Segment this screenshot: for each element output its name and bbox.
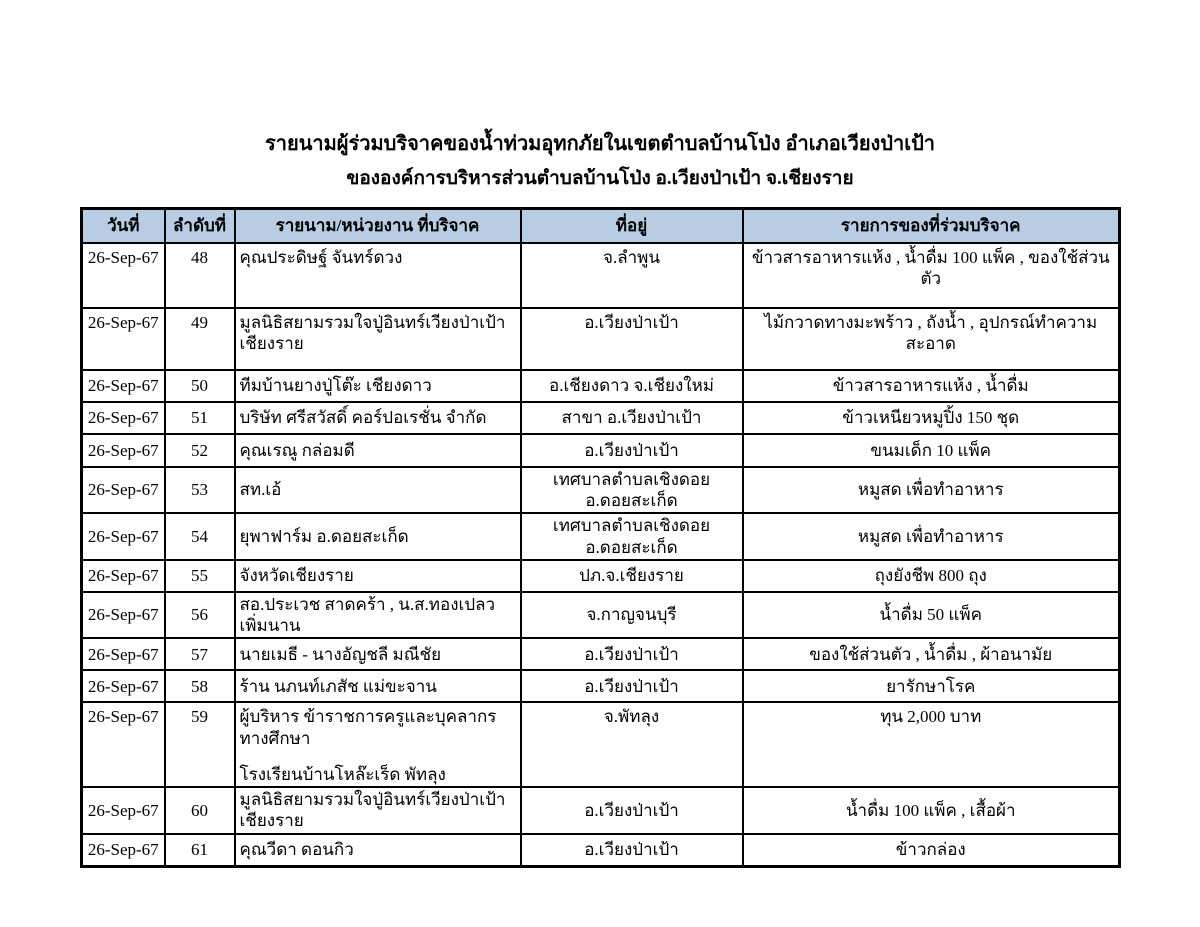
cell-name [235,513,521,560]
cell-name [235,592,521,639]
cell-date: 26-Sep-67 [82,592,165,639]
cell-date: 26-Sep-67 [82,834,165,867]
cell-address: อ.เวียงป่าเป้า [521,638,743,670]
donor-name: จังหวัดเชียงราย [239,566,354,586]
table-row [82,702,1120,787]
table-row [82,834,1120,867]
cell-no: 61 [165,834,235,867]
cell-name [235,402,521,434]
table-row [82,513,1120,560]
cell-address: จ.พัทลุง [521,702,743,787]
cell-date: 26-Sep-67 [82,467,165,514]
cell-no: 59 [165,702,235,787]
document-title-line2: ขององค์การบริหารส่วนตำบลบ้านโป่ง อ.เวียงป่าเป้า จ.เชียงราย [346,168,854,189]
cell-name [235,434,521,467]
cell-date: 26-Sep-67 [82,370,165,402]
donation-table [80,207,1121,868]
cell-date: 26-Sep-67 [82,308,165,370]
cell-items: ข้าวสารอาหารแห้ง , น้ำดื่ม 100 แพ็ค , ของใช้ส่วนตัว [743,243,1120,308]
cell-name [235,560,521,592]
table-row [82,434,1120,467]
table-row [82,638,1120,670]
table-row [82,787,1120,834]
cell-items: ทุน 2,000 บาท [743,702,1120,787]
table-row [82,560,1120,592]
cell-address: อ.เวียงป่าเป้า [521,308,743,370]
cell-date: 26-Sep-67 [82,670,165,702]
cell-name [235,638,521,670]
column-header-items: รายการของที่ร่วมบริจาค [743,208,1120,243]
cell-name [235,787,521,834]
donor-name: คุณวีดา ดอนกิว [239,840,354,860]
cell-items: ยารักษาโรค [743,670,1120,702]
cell-address: จ.กาญจนบุรี [521,592,743,639]
cell-name [235,243,521,308]
donor-name: มูลนิธิสยามรวมใจปู่อินทร์เวียงป่าเป้า เชียงราย [239,790,506,831]
cell-items: ไม้กวาดทางมะพร้าว , ถังน้ำ , อุปกรณ์ทำความสะอาด [743,308,1120,370]
cell-no: 54 [165,513,235,560]
cell-no: 51 [165,402,235,434]
cell-items: หมูสด เพื่อทำอาหาร [743,513,1120,560]
cell-address: สาขา อ.เวียงป่าเป้า [521,402,743,434]
donor-name-line2: โรงเรียนบ้านโหล๊ะเร็ด พัทลุง [239,764,446,784]
cell-address: อ.เวียงป่าเป้า [521,670,743,702]
cell-address: จ.ลำพูน [521,243,743,308]
cell-name [235,370,521,402]
cell-items: น้ำดื่ม 50 แพ็ค [743,592,1120,639]
column-header-name: รายนาม/หน่วยงาน ที่บริจาค [235,208,521,243]
cell-date: 26-Sep-67 [82,402,165,434]
cell-date: 26-Sep-67 [82,787,165,834]
cell-items: ข้าวกล่อง [743,834,1120,867]
cell-name [235,834,521,867]
cell-items: น้ำดื่ม 100 แพ็ค , เสื้อผ้า [743,787,1120,834]
table-row [82,308,1120,370]
cell-address: เทศบาลตำบลเชิงดอย อ.ดอยสะเก็ด [521,513,743,560]
cell-date: 26-Sep-67 [82,513,165,560]
cell-items: ถุงยังชีพ 800 ถุง [743,560,1120,592]
cell-address: ปภ.จ.เชียงราย [521,560,743,592]
donor-name: ยุพาฟาร์ม อ.ดอยสะเก็ด [239,526,409,546]
cell-date: 26-Sep-67 [82,702,165,787]
donor-name: บริษัท ศรีสวัสดิ์ คอร์ปอเรชั่น จำกัด [239,408,487,428]
cell-date: 26-Sep-67 [82,560,165,592]
cell-no: 53 [165,467,235,514]
donor-name: ร้าน นภนท์เภสัช แม่ขะจาน [239,676,437,696]
cell-items: หมูสด เพื่อทำอาหาร [743,467,1120,514]
table-row [82,670,1120,702]
donor-name: คุณเรณู กล่อมดี [239,440,355,460]
table-body [82,243,1120,867]
donor-name: นายเมธี - นางอัญชลี มณีชัย [239,644,442,664]
cell-address: อ.เวียงป่าเป้า [521,787,743,834]
cell-address: อ.เวียงป่าเป้า [521,434,743,467]
cell-name [235,702,521,787]
cell-no: 49 [165,308,235,370]
column-header-address: ที่อยู่ [521,208,743,243]
donor-name: สอ.ประเวช สาดคร้า , น.ส.ทองเปลว เพิ่มนาน [239,594,496,636]
document-title-line1: รายนามผู้ร่วมบริจาคของน้ำท่วมอุทกภัยในเขตตำบลบ้านโป่ง อำเภอเวียงป่าเป้า [265,133,935,155]
cell-no: 52 [165,434,235,467]
donor-name: มูลนิธิสยามรวมใจปู่อินทร์เวียงป่าเป้า เชียงราย [239,312,506,354]
cell-name [235,308,521,370]
cell-address: อ.เวียงป่าเป้า [521,834,743,867]
cell-date: 26-Sep-67 [82,434,165,467]
table-row [82,370,1120,402]
cell-date: 26-Sep-67 [82,243,165,308]
cell-name [235,467,521,514]
cell-items: ข้าวเหนียวหมูปิ้ง 150 ชุด [743,402,1120,434]
table-row [82,592,1120,639]
cell-no: 58 [165,670,235,702]
cell-name [235,670,521,702]
cell-no: 50 [165,370,235,402]
donor-name: สท.เอ้ [239,480,282,500]
donor-name: ทีมบ้านยางปู่โต๊ะ เชียงดาว [239,376,432,396]
cell-no: 56 [165,592,235,639]
cell-no: 57 [165,638,235,670]
cell-no: 55 [165,560,235,592]
table-row [82,467,1120,514]
donor-name: คุณประดิษฐ์ จันทร์ดวง [239,247,403,267]
header-row [82,208,1120,243]
donor-name: ผู้บริหาร ข้าราชการครูและบุคลากรทางศึกษา [239,707,497,748]
cell-items: ของใช้ส่วนตัว , น้ำดื่ม , ผ้าอนามัย [743,638,1120,670]
cell-address: อ.เชียงดาว จ.เชียงใหม่ [521,370,743,402]
cell-address: เทศบาลตำบลเชิงดอย อ.ดอยสะเก็ด [521,467,743,514]
cell-date: 26-Sep-67 [82,638,165,670]
cell-no: 48 [165,243,235,308]
column-header-date: วันที่ [82,208,165,243]
table-row [82,402,1120,434]
table-row [82,243,1120,308]
cell-items: ข้าวสารอาหารแห้ง , น้ำดื่ม [743,370,1120,402]
cell-no: 60 [165,787,235,834]
cell-items: ขนมเด็ก 10 แพ็ค [743,434,1120,467]
column-header-no: ลำดับที่ [165,208,235,243]
